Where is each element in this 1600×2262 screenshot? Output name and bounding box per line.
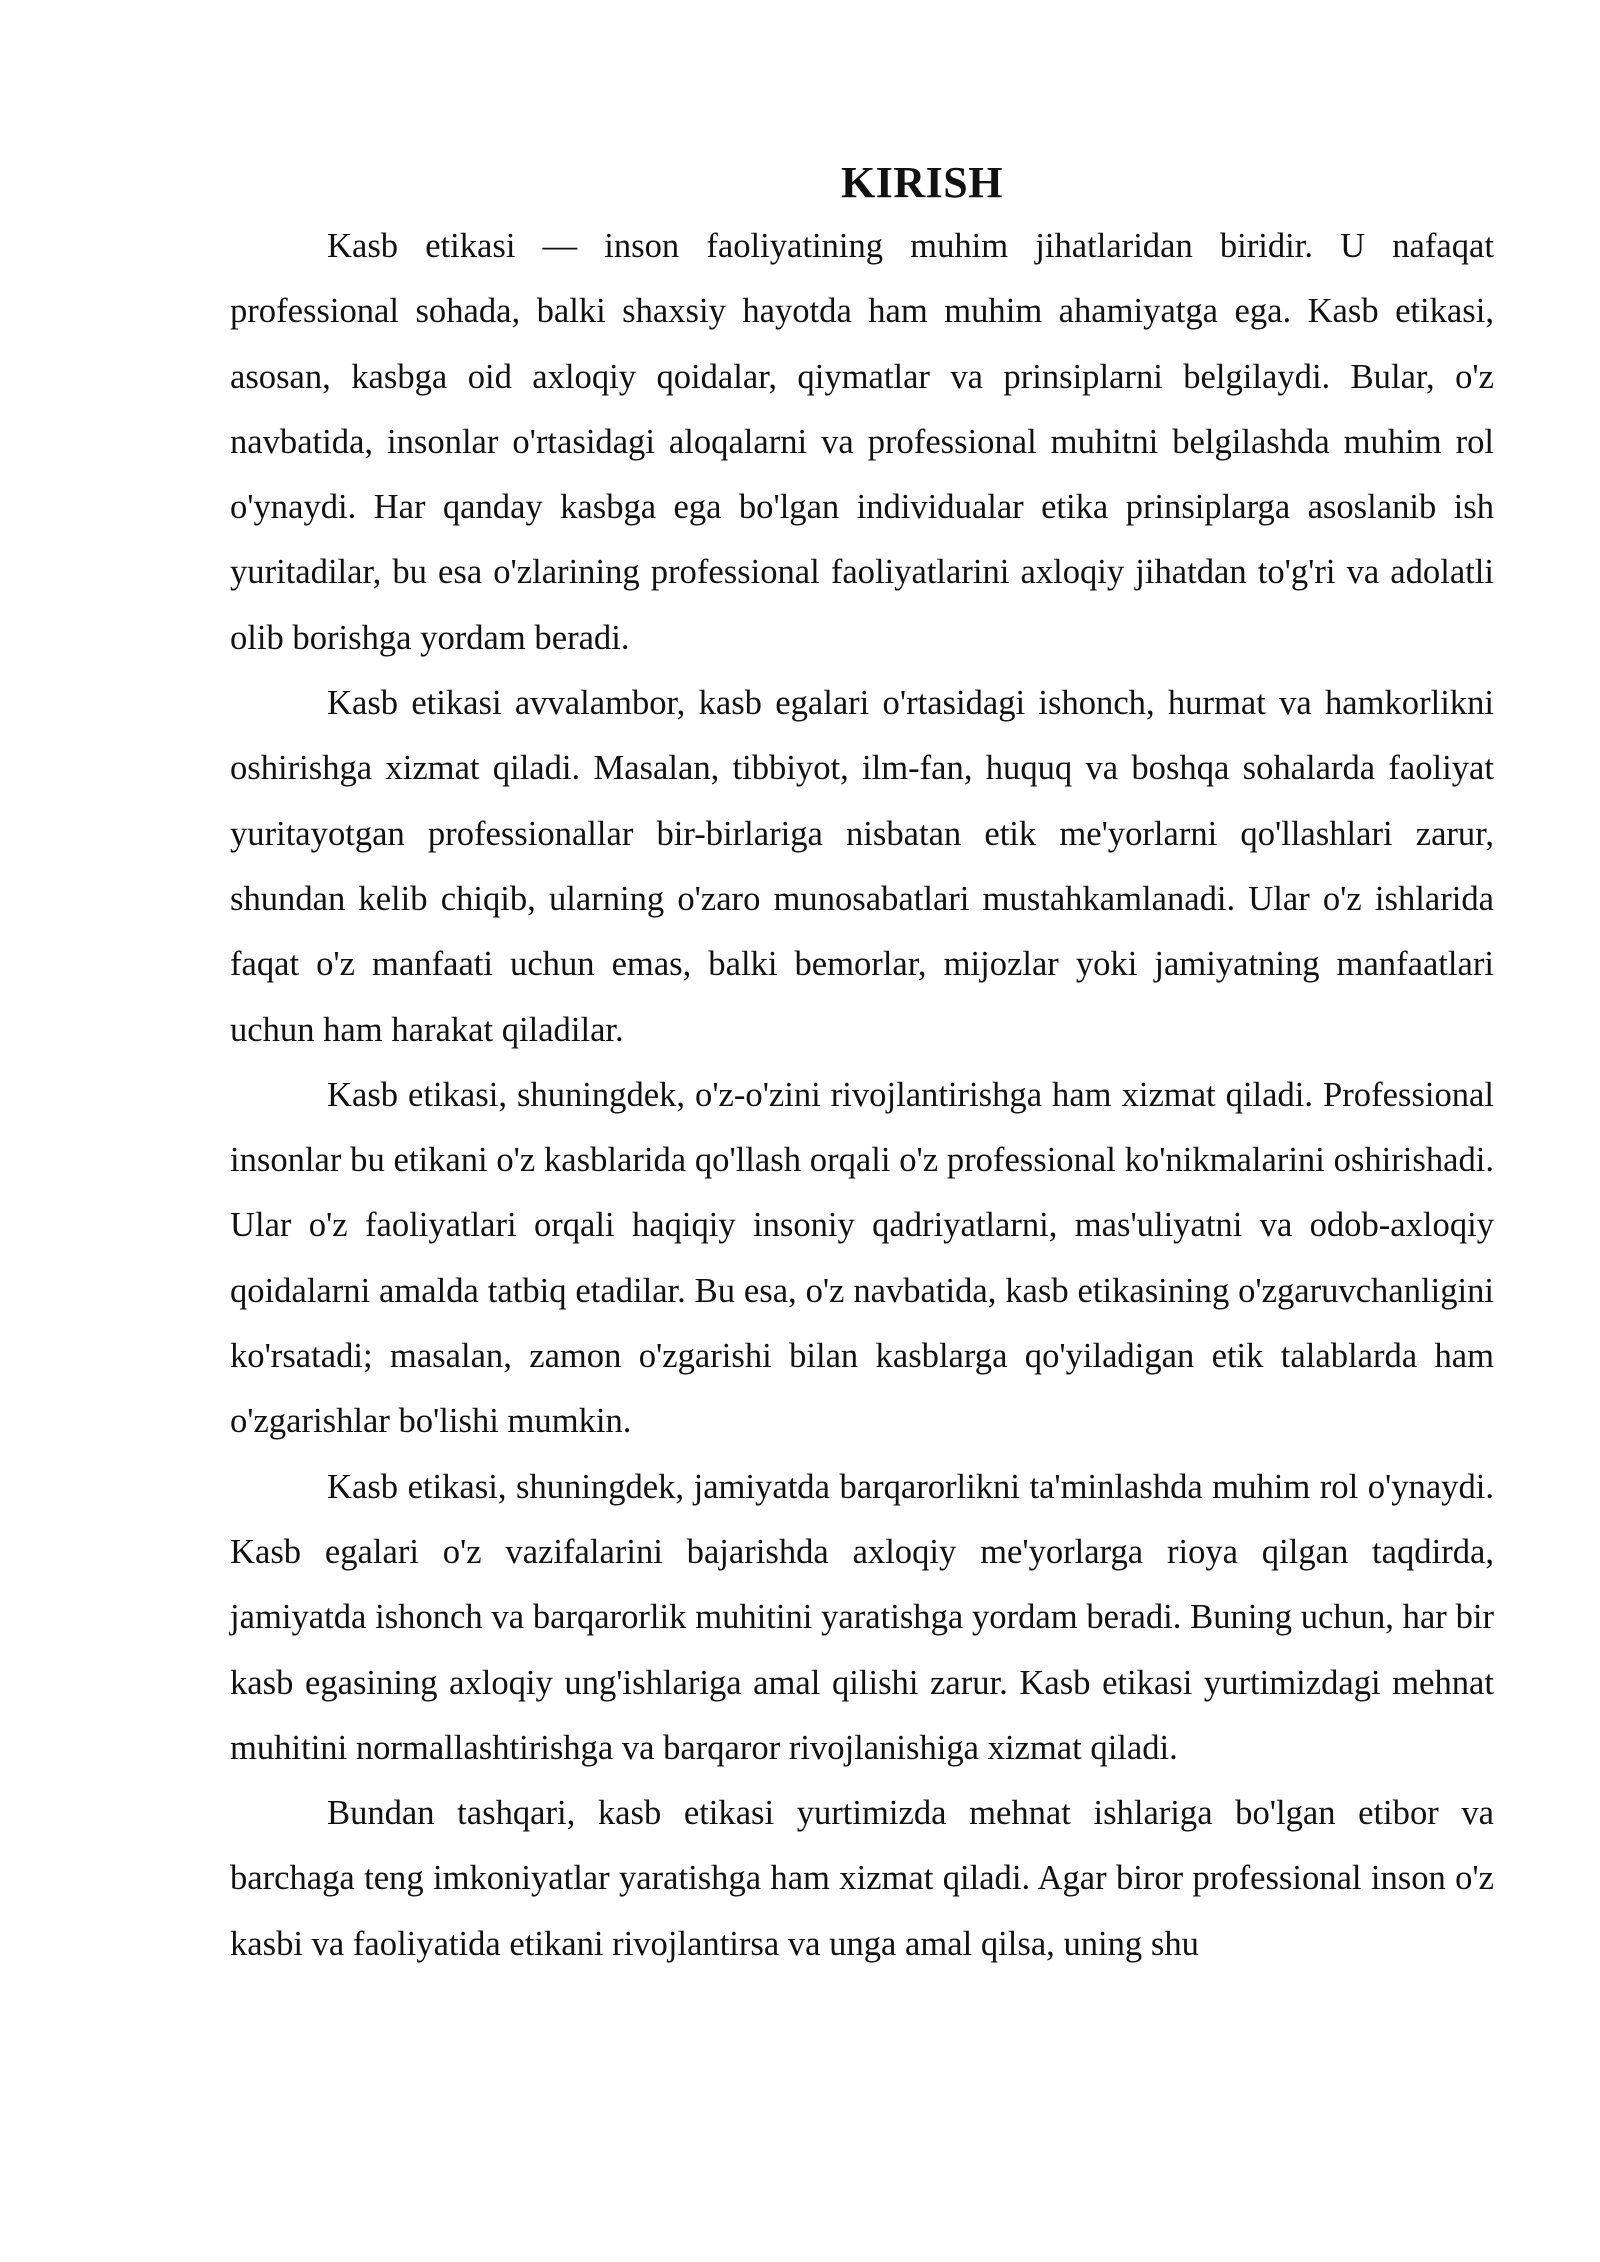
paragraph: Kasb etikasi, shuningdek, jamiyatda barqarorlikni ta'minlashda muhim rol o'ynaydi. Kasb egalari o'z vazifalarini bajarishda axloqiy me'yorlarga rioya qilgan taqdirda, jamiyatda ishonch va barqarorlik muhitini yaratishga yordam beradi. Buning uchun, har bir kasb egasining axloqiy ung'ishlariga amal qilishi zarur. Kasb etikasi yurtimizdagi mehnat muhitini normallashtirishga va barqaror rivojlanishiga xizmat qiladi. [230, 1467, 1494, 1767]
document-body [230, 150, 1494, 1977]
paragraph: Kasb etikasi avvalambor, kasb egalari o'rtasidagi ishonch, hurmat va hamkorlikni oshirishga xizmat qiladi. Masalan, tibbiyot, ilm-fan, huquq va boshqa sohalarda faoliyat yuritayotgan professionallar bir-birlariga nisbatan etik me'yorlarni qo'llashlari zarur, shundan kelib chiqib, ularning o'zaro munosabatlari mustahkamlanadi. Ular o'z ishlarida faqat o'z manfaati uchun emas, balki bemorlar, mijozlar yoki jamiyatning manfaatlari uchun ham harakat qiladilar. [230, 684, 1494, 1049]
paragraph: Bundan tashqari, kasb etikasi yurtimizda mehnat ishlariga bo'lgan etibor va barchaga teng imkoniyatlar yaratishga ham xizmat qiladi. Agar biror professional inson o'z kasbi va faoliyatida etikani rivojlantirsa va unga amal qilsa, uning shu [230, 1794, 1494, 1963]
paragraph: Kasb etikasi — inson faoliyatining muhim jihatlaridan biridir. U nafaqat professional sohada, balki shaxsiy hayotda ham muhim ahamiyatga ega. Kasb etikasi, asosan, kasbga oid axloqiy qoidalar, qiymatlar va prinsiplarni belgilaydi. Bular, o'z navbatida, insonlar o'rtasidagi aloqalarni va professional muhitni belgilashda muhim rol o'ynaydi. Har qanday kasbga ega bo'lgan individualar etika prinsiplarga asoslanib ish yuritadilar, bu esa o'zlarining professional faoliyatlarini axloqiy jihatdan to'g'ri va adolatli olib borishga yordam beradi. [230, 227, 1494, 657]
paragraph: Kasb etikasi, shuningdek, o'z-o'zini rivojlantirishga ham xizmat qiladi. Professional insonlar bu etikani o'z kasblarida qo'llash orqali o'z professional ko'nikmalarini oshirishadi. Ular o'z faoliyatlari orqali haqiqiy insoniy qadriyatlarni, mas'uliyatni va odob-axloqiy qoidalarni amalda tatbiq etadilar. Bu esa, o'z navbatida, kasb etikasining o'zgaruvchanligini ko'rsatadi; masalan, zamon o'zgarishi bilan kasblarga qo'yiladigan etik talablarda ham o'zgarishlar bo'lishi mumkin. [230, 1075, 1494, 1441]
page-title: KIRISH [841, 158, 1003, 207]
